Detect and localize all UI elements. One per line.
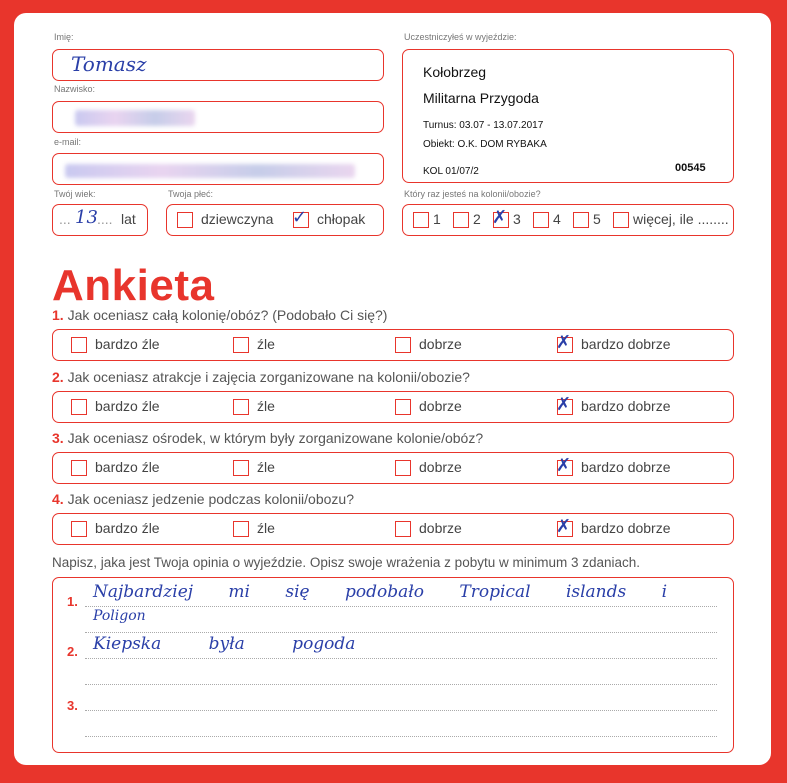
- surname-redacted: [75, 110, 195, 126]
- question-2-options: [52, 391, 734, 423]
- q3-label-bad: źle: [257, 459, 275, 475]
- times-checkbox-4[interactable]: [533, 212, 549, 228]
- trip-label: Uczestniczyłeś w wyjeździe:: [404, 32, 517, 42]
- q4-checkbox-bad[interactable]: [233, 521, 249, 537]
- times-label-1: 1: [433, 211, 441, 227]
- q3-checkbox-very-good[interactable]: [556, 455, 573, 476]
- opinion-prompt: Napisz, jaka jest Twoja opinia o wyjeździe. Opisz swoje wrażenia z pobytu w minimum 3 zdaniach.: [52, 555, 641, 570]
- gender-label-boy: chłopak: [317, 211, 366, 227]
- times-label-more: więcej, ile ........: [633, 211, 729, 227]
- q2-checkbox-good[interactable]: [395, 399, 411, 415]
- opinion-rule-6: [85, 736, 717, 737]
- q3-label-very-good: bardzo dobrze: [581, 459, 671, 475]
- question-1: 1. Jak oceniasz całą kolonię/obóz? (Podobało Ci się?): [52, 307, 388, 323]
- trip-turnus: Turnus: 03.07 - 13.07.2017: [423, 120, 544, 131]
- age-dots-right: ....: [97, 211, 113, 227]
- survey-sheet: [14, 13, 771, 765]
- q3-checkbox-bad[interactable]: [233, 460, 249, 476]
- times-label: Który raz jesteś na kolonii/obozie?: [404, 189, 541, 199]
- name-field[interactable]: [52, 49, 384, 81]
- surname-label: Nazwisko:: [54, 84, 96, 94]
- q2-label-good: dobrze: [419, 398, 462, 414]
- trip-info-box: [402, 49, 734, 183]
- opinion-text-line-1: Najbardziej mi się podobało Tropical islands i: [93, 582, 668, 602]
- question-4-options: [52, 513, 734, 545]
- q4-label-bad: źle: [257, 520, 275, 536]
- q2-checkbox-bad[interactable]: [233, 399, 249, 415]
- age-field[interactable]: [52, 204, 148, 236]
- question-3-options: [52, 452, 734, 484]
- q4-checkbox-good[interactable]: [395, 521, 411, 537]
- q3-label-good: dobrze: [419, 459, 462, 475]
- opinion-line-number-2: 2.: [67, 644, 78, 659]
- times-label-3: 3: [513, 211, 521, 227]
- trip-number: 00545: [675, 162, 706, 174]
- opinion-textarea[interactable]: [52, 577, 734, 753]
- q1-label-very-bad: bardzo źle: [95, 336, 160, 352]
- q3-label-very-bad: bardzo źle: [95, 459, 160, 475]
- check-mark: ✓: [292, 207, 308, 228]
- opinion-text-line-3: Kiepska była pogoda: [93, 634, 356, 654]
- q3-checkbox-very-bad[interactable]: [71, 460, 87, 476]
- q2-checkbox-very-good[interactable]: [556, 394, 573, 415]
- times-checkbox-more[interactable]: [613, 212, 629, 228]
- q4-label-good: dobrze: [419, 520, 462, 536]
- q2-label-bad: źle: [257, 398, 275, 414]
- q2-label-very-bad: bardzo źle: [95, 398, 160, 414]
- cross-mark: ✗: [556, 516, 572, 537]
- cross-mark: ✗: [556, 455, 572, 476]
- q1-checkbox-bad[interactable]: [233, 337, 249, 353]
- times-label-2: 2: [473, 211, 481, 227]
- surname-field[interactable]: [52, 101, 384, 133]
- survey-title: Ankieta: [52, 261, 215, 310]
- times-label-5: 5: [593, 211, 601, 227]
- q4-label-very-bad: bardzo źle: [95, 520, 160, 536]
- question-3: 3. Jak oceniasz ośrodek, w którym były zorganizowane kolonie/obóz?: [52, 430, 484, 446]
- times-checkbox-1[interactable]: [413, 212, 429, 228]
- trip-city: Kołobrzeg: [423, 64, 487, 80]
- age-unit: lat: [121, 211, 136, 227]
- opinion-rule-1: [85, 606, 717, 607]
- trip-code: KOL 01/07/2: [423, 166, 479, 177]
- q4-checkbox-very-bad[interactable]: [71, 521, 87, 537]
- email-field[interactable]: [52, 153, 384, 185]
- q4-checkbox-very-good[interactable]: [556, 516, 573, 537]
- gender-label: Twoja płeć:: [168, 189, 214, 199]
- opinion-text-line-2: Poligon: [93, 608, 146, 624]
- q3-checkbox-good[interactable]: [395, 460, 411, 476]
- opinion-line-number-3: 3.: [67, 698, 78, 713]
- age-label: Twój wiek:: [54, 189, 96, 199]
- opinion-rule-2: [85, 632, 717, 633]
- times-field: [402, 204, 734, 236]
- email-label: e-mail:: [54, 137, 82, 147]
- gender-label-girl: dziewczyna: [201, 211, 274, 227]
- q2-label-very-good: bardzo dobrze: [581, 398, 671, 414]
- trip-program: Militarna Przygoda: [423, 90, 539, 106]
- name-value: Tomasz: [71, 52, 147, 76]
- opinion-line-number-1: 1.: [67, 594, 78, 609]
- q1-label-very-good: bardzo dobrze: [581, 336, 671, 352]
- name-label: Imię:: [54, 32, 74, 42]
- question-4: 4. Jak oceniasz jedzenie podczas kolonii/obozu?: [52, 491, 354, 507]
- question-2: 2. Jak oceniasz atrakcje i zajęcia zorganizowane na kolonii/obozie?: [52, 369, 470, 385]
- times-checkbox-5[interactable]: [573, 212, 589, 228]
- gender-checkbox-girl[interactable]: [177, 212, 193, 228]
- cross-mark: ✗: [556, 332, 572, 353]
- age-dots-left: ...: [59, 211, 71, 227]
- q1-label-good: dobrze: [419, 336, 462, 352]
- email-redacted: [65, 164, 355, 178]
- q1-checkbox-very-good[interactable]: [556, 332, 573, 353]
- times-checkbox-2[interactable]: [453, 212, 469, 228]
- gender-field: [166, 204, 384, 236]
- age-value: 13: [75, 207, 98, 228]
- times-checkbox-3[interactable]: [492, 207, 509, 228]
- opinion-rule-4: [85, 684, 717, 685]
- gender-checkbox-boy[interactable]: [292, 207, 309, 228]
- opinion-rule-3: [85, 658, 717, 659]
- q4-label-very-good: bardzo dobrze: [581, 520, 671, 536]
- q2-checkbox-very-bad[interactable]: [71, 399, 87, 415]
- cross-mark: ✗: [492, 207, 508, 228]
- q1-checkbox-good[interactable]: [395, 337, 411, 353]
- times-label-4: 4: [553, 211, 561, 227]
- question-1-options: [52, 329, 734, 361]
- opinion-rule-5: [85, 710, 717, 711]
- q1-checkbox-very-bad[interactable]: [71, 337, 87, 353]
- q1-label-bad: źle: [257, 336, 275, 352]
- trip-obiekt: Obiekt: O.K. DOM RYBAKA: [423, 139, 547, 150]
- cross-mark: ✗: [556, 394, 572, 415]
